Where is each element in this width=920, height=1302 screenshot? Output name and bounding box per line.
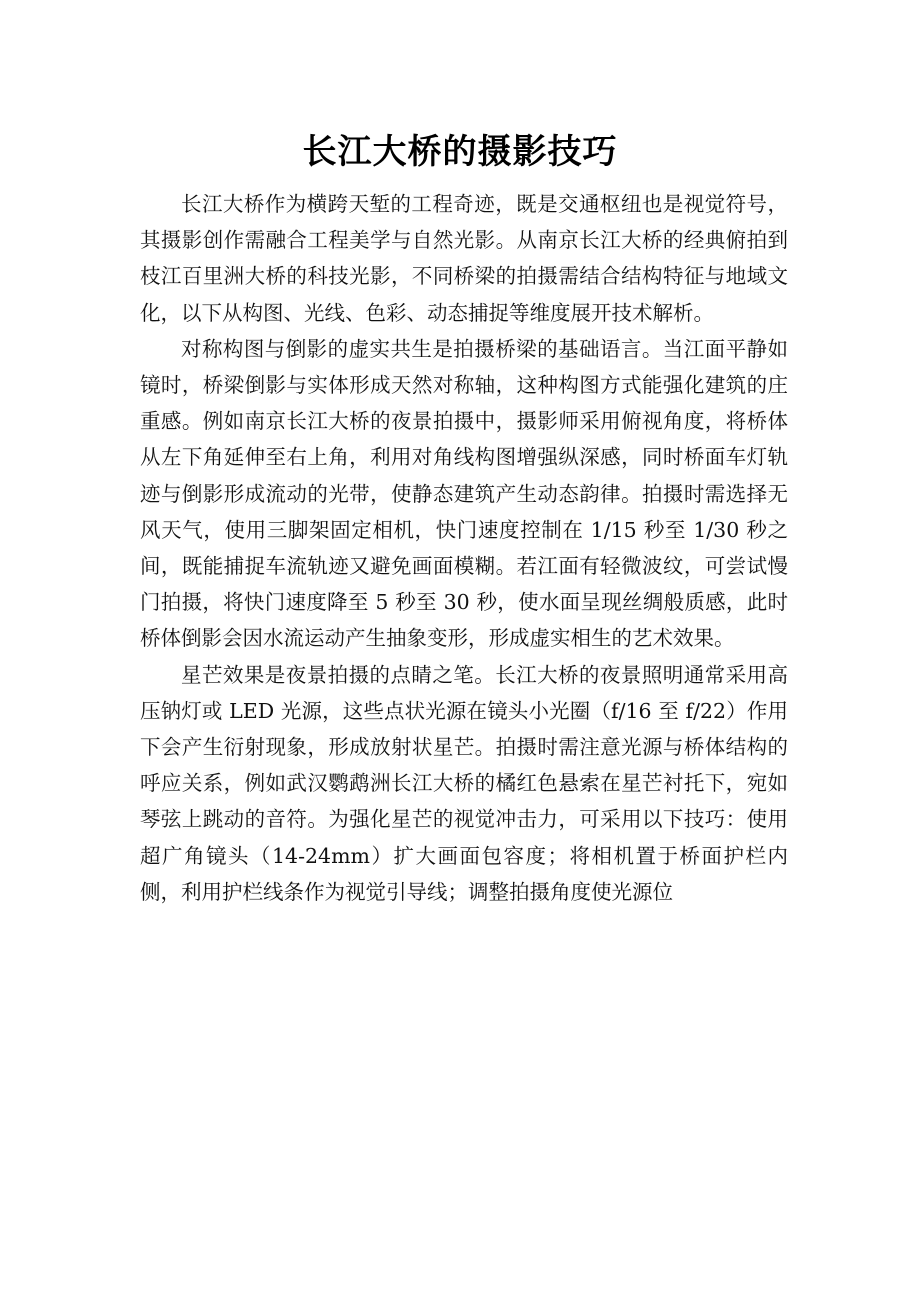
paragraph-symmetry-reflection: 对称构图与倒影的虚实共生是拍摄桥梁的基础语言。当江面平静如镜时，桥梁倒影与实体形成天然对称轴，这种构图方式能强化建筑的庄重感。例如南京长江大桥的夜景拍摄中，摄影师采用俯视角度，将桥体从左下角延伸至右上角，利用对角线构图增强纵深感，同时桥面车灯轨迹与倒影形成流动的光带，使静态建筑产生动态韵律。拍摄时需选择无风天气，使用三脚架固定相机，快门速度控制在 1/15 秒至 1/30 秒之间，既能捕捉车流轨迹又避免画面模糊。若江面有轻微波纹，可尝试慢门拍摄，将快门速度降至 5 秒至 30 秒，使水面呈现丝绸般质感，此时桥体倒影会因水流运动产生抽象变形，形成虚实相生的艺术效果。	[140, 336, 788, 651]
paragraph-starburst: 星芒效果是夜景拍摄的点睛之笔。长江大桥的夜景照明通常采用高压钠灯或 LED 光源，这些点状光源在镜头小光圈（f/16 至 f/22）作用下会产生衍射现象，形成放射状星芒。拍摄时需注意光源与桥体结构的呼应关系，例如武汉鹦鹉洲长江大桥的橘红色悬索在星芒衬托下，宛如琴弦上跳动的音符。为强化星芒的视觉冲击力，可采用以下技巧：使用超广角镜头（14-24mm）扩大画面包容度；将相机置于桥面护栏内侧，利用护栏线条作为视觉引导线；调整拍摄角度使光源位	[140, 662, 788, 904]
paragraph-intro: 长江大桥作为横跨天堑的工程奇迹，既是交通枢纽也是视觉符号，其摄影创作需融合工程美学与自然光影。从南京长江大桥的经典俯拍到枝江百里洲大桥的科技光影，不同桥梁的拍摄需结合结构特征与地域文化，以下从构图、光线、色彩、动态捕捉等维度展开技术解析。	[140, 192, 788, 325]
document-body	[140, 186, 788, 910]
document-title: 长江大桥的摄影技巧	[302, 132, 618, 172]
